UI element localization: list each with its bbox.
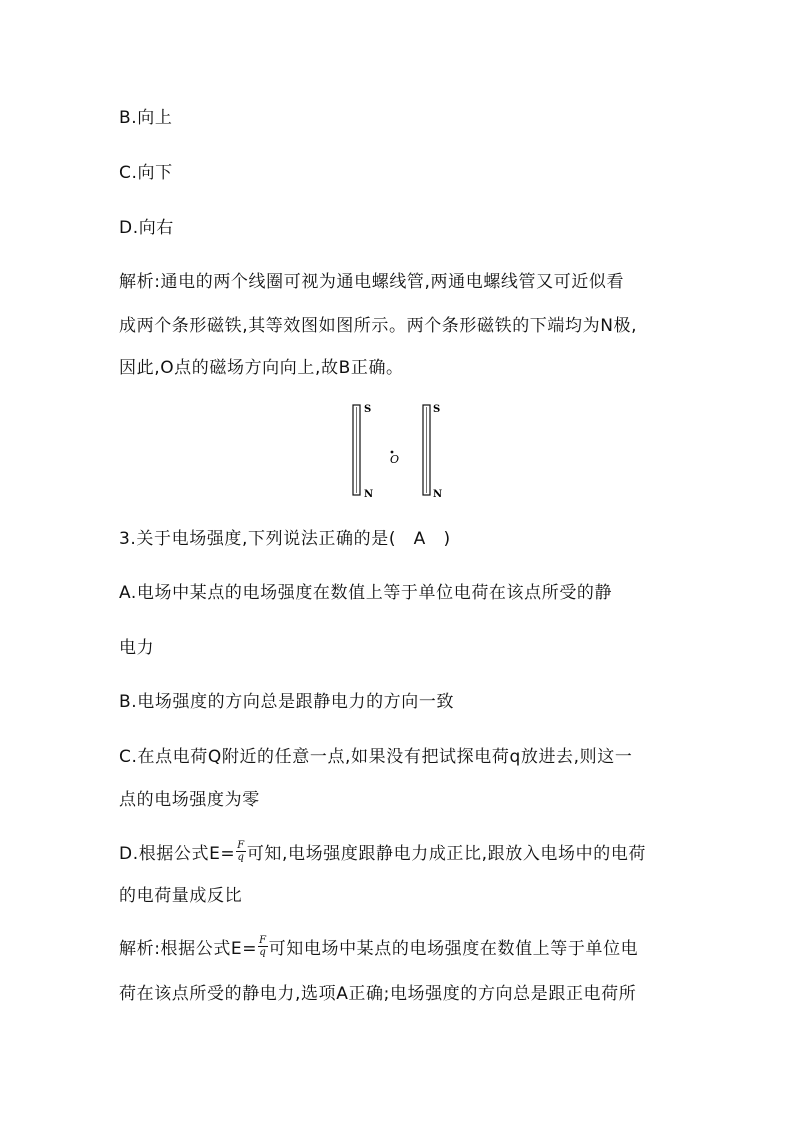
right-bottom-pole-label: N <box>433 489 443 500</box>
option-c-line: C.向下 <box>119 163 173 183</box>
option-a-line: A.电场中某点的电场强度在数值上等于单位电荷在该点所受的静 <box>119 583 613 603</box>
option-d-suffix: 可知,电场强度跟静电力成正比,跟放入电场中的电荷 <box>246 844 647 864</box>
analysis-line <box>119 934 639 961</box>
equivalent-magnets-figure <box>340 400 460 500</box>
analysis-line: 成两个条形磁铁,其等效图如图所示。两个条形磁铁的下端均为N极, <box>119 316 638 336</box>
option-b-line: B.电场强度的方向总是跟静电力的方向一致 <box>119 692 455 712</box>
analysis-suffix: 可知电场中某点的电场强度在数值上等于单位电 <box>268 939 639 959</box>
option-d-continuation: 的电荷量成反比 <box>119 886 243 906</box>
formula-numerator: F <box>237 839 245 851</box>
option-d-line: D.向右 <box>119 218 174 238</box>
right-top-pole-label: S <box>433 404 441 415</box>
formula-numerator: F <box>259 934 267 946</box>
analysis-line: 解析:通电的两个线圈可视为通电螺线管,两通电螺线管又可近似看 <box>119 272 625 292</box>
option-c-continuation: 点的电场强度为零 <box>119 790 260 810</box>
analysis-line: 荷在该点所受的静电力,选项A正确;电场强度的方向总是跟正电荷所 <box>119 984 637 1004</box>
left-bottom-pole-label: N <box>364 489 374 500</box>
option-d-line <box>119 839 647 866</box>
option-a-continuation: 电力 <box>119 638 155 658</box>
option-c-line: C.在点电荷Q附近的任意一点,如果没有把试探电荷q放进去,则这一 <box>119 747 633 767</box>
point-o-label: O <box>390 453 400 466</box>
field-formula-fraction <box>258 935 268 958</box>
field-formula-fraction <box>236 840 246 863</box>
formula-denominator: q <box>259 946 267 958</box>
left-top-pole-label: S <box>364 404 372 415</box>
analysis-prefix: 解析:根据公式E= <box>119 939 258 959</box>
magnets-diagram <box>340 400 460 500</box>
option-b-line: B.向上 <box>119 108 173 128</box>
analysis-line: 因此,O点的磁场方向向上,故B正确。 <box>119 358 404 378</box>
question-stem: 3.关于电场强度,下列说法正确的是( A ) <box>119 529 451 549</box>
option-d-prefix: D.根据公式E= <box>119 844 236 864</box>
formula-denominator: q <box>237 851 245 863</box>
